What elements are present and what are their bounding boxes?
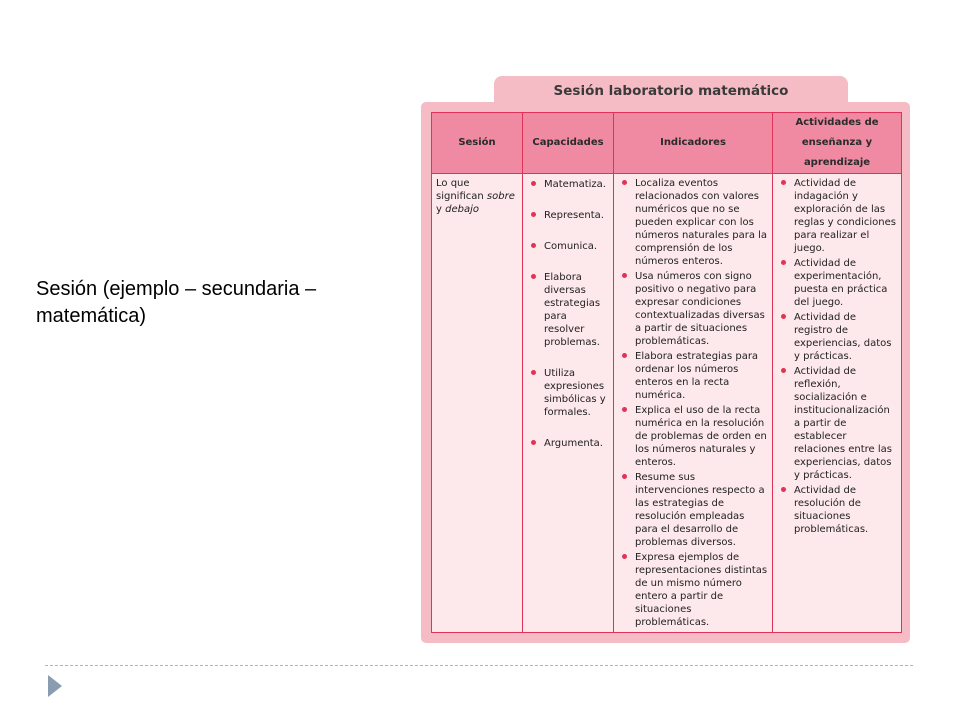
list-item-text: Localiza eventos relacionados con valores numéricos que no se pueden explicar con los números naturales para la comprensión de los números enteros. (635, 178, 768, 267)
bullet-icon (622, 353, 627, 358)
table-header-row (432, 113, 902, 174)
list-item-text: Elabora estrategias para ordenar los números enteros en la recta numérica. (635, 351, 759, 401)
session-table (431, 112, 902, 633)
bullet-icon (531, 440, 536, 445)
bullet-icon (781, 314, 786, 319)
slide-caption: Sesión (ejemplo – secundaria – matemática) (36, 278, 317, 327)
list-item (777, 484, 897, 536)
bullet-icon (622, 407, 627, 412)
bullet-icon (781, 487, 786, 492)
sesion-cell (432, 174, 523, 633)
list-item (618, 350, 768, 402)
list-item-text: Actividad de reflexión, socialización e institucionalización a partir de establecer relaciones entre las experiencias, datos y prácticas. (794, 366, 892, 481)
bullet-icon (781, 180, 786, 185)
bullet-icon (781, 260, 786, 265)
bullet-icon (531, 243, 536, 248)
list-item (527, 367, 609, 419)
list-item (618, 177, 768, 268)
bullet-icon (622, 273, 627, 278)
actividades-cell (773, 174, 902, 633)
bullet-icon (781, 368, 786, 373)
sesion-text (436, 177, 518, 216)
bullet-icon (622, 474, 627, 479)
list-item-text: Actividad de indagación y exploración de las reglas y condiciones para realizar el juego. (794, 178, 896, 254)
bullet-icon (531, 212, 536, 217)
list-item (777, 311, 897, 363)
sesion-word-debajo: debajo (445, 204, 479, 215)
list-item (618, 551, 768, 629)
list-item-text: Actividad de resolución de situaciones problemáticas. (794, 485, 869, 535)
list-item-text: Explica el uso de la recta numérica en la resolución de problemas de orden en los números naturales y enteros. (635, 405, 767, 468)
list-item (527, 240, 609, 253)
list-item-text: Actividad de experimentación, puesta en práctica del juego. (794, 258, 888, 308)
bullet-icon (531, 274, 536, 279)
capacidades-list (527, 178, 609, 450)
list-item (777, 365, 897, 482)
bullet-icon (622, 554, 627, 559)
list-item-text: Matematiza. (544, 179, 606, 190)
bullet-icon (622, 180, 627, 185)
list-item (527, 178, 609, 191)
sesion-mid: y (436, 204, 446, 215)
card-title: Sesión laboratorio matemático (494, 76, 848, 106)
list-item-text: Usa números con signo positivo o negativo para expresar condiciones contextualizadas diversas a partir de situaciones problemáticas. (635, 271, 765, 347)
list-item (527, 271, 609, 349)
sesion-word-sobre: sobre (486, 191, 515, 202)
bullet-icon (531, 370, 536, 375)
table-row (432, 174, 902, 633)
header-capacidades: Capacidades (523, 113, 614, 174)
list-item-text: Resume sus intervenciones respecto a las estrategias de resolución empleadas para el desarrollo de problemas diversos. (635, 472, 765, 548)
header-actividades: Actividades de enseñanza y aprendizaje (773, 113, 902, 174)
indicadores-cell (614, 174, 773, 633)
list-item-text: Utiliza expresiones simbólicas y formales. (544, 368, 606, 418)
header-indicadores: Indicadores (614, 113, 773, 174)
indicadores-list (618, 177, 768, 629)
header-sesion: Sesión (432, 113, 523, 174)
list-item-text: Elabora diversas estrategias para resolver problemas. (544, 272, 601, 348)
capacidades-cell (523, 174, 614, 633)
triangle-bullet-icon (48, 675, 62, 697)
bullet-icon (531, 181, 536, 186)
list-item-text: Argumenta. (544, 438, 603, 449)
actividades-list (777, 177, 897, 536)
list-item (618, 270, 768, 348)
list-item-text: Expresa ejemplos de representaciones distintas de un mismo número entero a partir de situaciones problemáticas. (635, 552, 768, 628)
sesion-prefix: Lo que significan (436, 178, 487, 202)
footer-divider (45, 665, 913, 666)
list-item-text: Actividad de registro de experiencias, datos y prácticas. (794, 312, 892, 362)
list-item (527, 437, 609, 450)
list-item (527, 209, 609, 222)
list-item-text: Representa. (544, 210, 604, 221)
list-item-text: Comunica. (544, 241, 598, 252)
list-item (618, 404, 768, 469)
list-item (777, 257, 897, 309)
list-item (618, 471, 768, 549)
list-item (777, 177, 897, 255)
